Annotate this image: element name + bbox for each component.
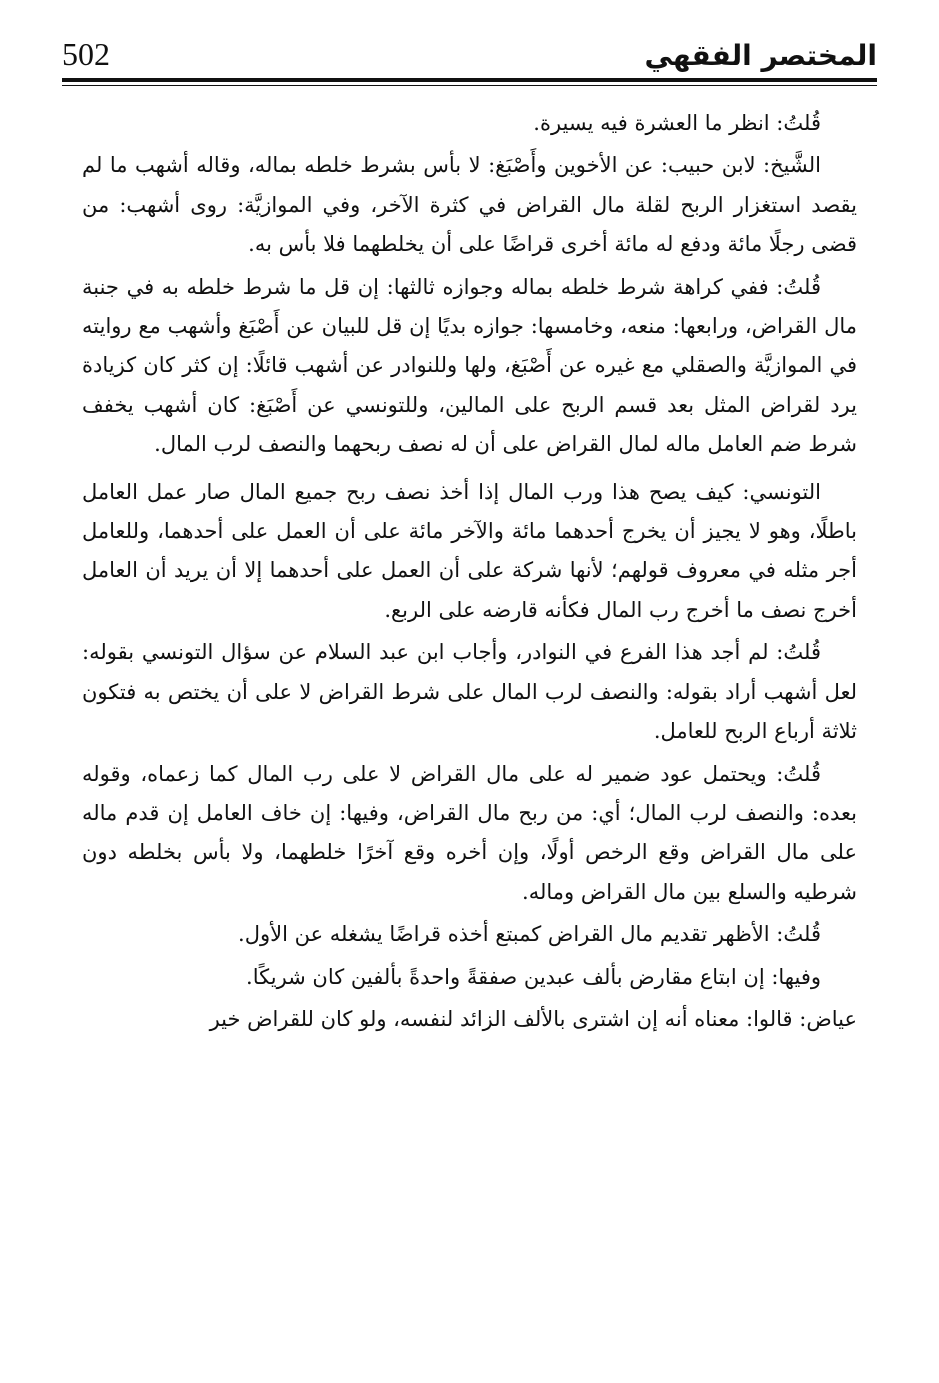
page-number: 502 [62,36,110,72]
paragraph: قُلتُ: الأظهر تقديم مال القراض كمبتع أخذه قراضًا يشغله عن الأول. [238,922,821,947]
page-body [82,104,857,1042]
header-rule-thick [62,78,877,82]
paragraph: الشَّيخ: لابن حبيب: عن الأخوين وأَصْبَغ: لا بأس بشرط خلطه بماله، وقاله أشهب ما لم يقصد استغزار الربح لقلة مال القراض في كثرة الآخر، وفي الموازيَّة: روى أشهب: من قضى رجلًا مائة ودفع له مائة أخرى قراضًا على أن يخلطهما فلا بأس به. [82,153,858,257]
paragraph: وفيها: إن ابتاع مقارض بألف عبدين صفقةً واحدةً بألفين كان شريكًا. [246,964,821,989]
paragraph: قُلتُ: لم أجد هذا الفرع في النوادر، وأجاب ابن عبد السلام عن سؤال التونسي بقوله: لعل أشهب أراد بقوله: والنصف لرب المال على شرط القراض لا على أن يختص به فتكون ثلاثة أرباع الربح للعامل. [82,640,857,744]
paragraph: التونسي: كيف يصح هذا ورب المال إذا أخذ نصف ربح جميع المال صار عمل العامل باطلًا، وهو لا يجيز أن يخرج أحدهما مائة والآخر مائة على أن العمل على أحدهما، وللعامل أجر مثله في معروف قولهم؛ لأنها شركة على أن العمل على أحدهما إلا أن يريد أن العامل أخرج نصف ما أخرج رب المال فكأنه قارضه على الربع. [82,479,857,622]
paragraph: قُلتُ: انظر ما العشرة فيه يسيرة. [533,111,821,135]
page-header [62,30,877,76]
paragraph: قُلتُ: ويحتمل عود ضمير له على مال القراض لا على رب المال كما زعماه، وقوله بعده: والنصف لرب المال؛ أي: من ربح مال القراض، وفيها: إن خاف العامل إن قدم ماله على مال القراض وقع الرخص أولًا، وإن أخره وقع آخرًا خلطهما، ولا بأس بخلطه دون شرطيه والسلع بين مال القراض وماله. [82,761,857,904]
paragraph: قُلتُ: ففي كراهة شرط خلطه بماله وجوازه ثالثها: إن قل ما شرط خلطه به في جنبة مال القراض، ورابعها: منعه، وخامسها: جوازه بديًا إن قل للبيان عن أَصْبَغ وأشهب مع روايته في الموازيَّة والصقلي مع غيره عن أَصْبَغ، ولها وللنوادر عن أشهب قائلًا: إن كثر كان كزيادة يرد لقراض المثل بعد قسم الربح على المالين، وللتونسي عن أَصْبَغ: كان أشهب يخفف شرط ضم العامل ماله لمال القراض على أن له نصف ربحهما والنصف لرب المال. [82,274,857,457]
running-title: المختصر الفقهي [644,39,877,72]
header-rule-thin [62,85,877,86]
paragraph: عياض: قالوا: معناه أنه إن اشترى بالألف الزائد لنفسه، ولو كان للقراض خير [209,1006,857,1031]
